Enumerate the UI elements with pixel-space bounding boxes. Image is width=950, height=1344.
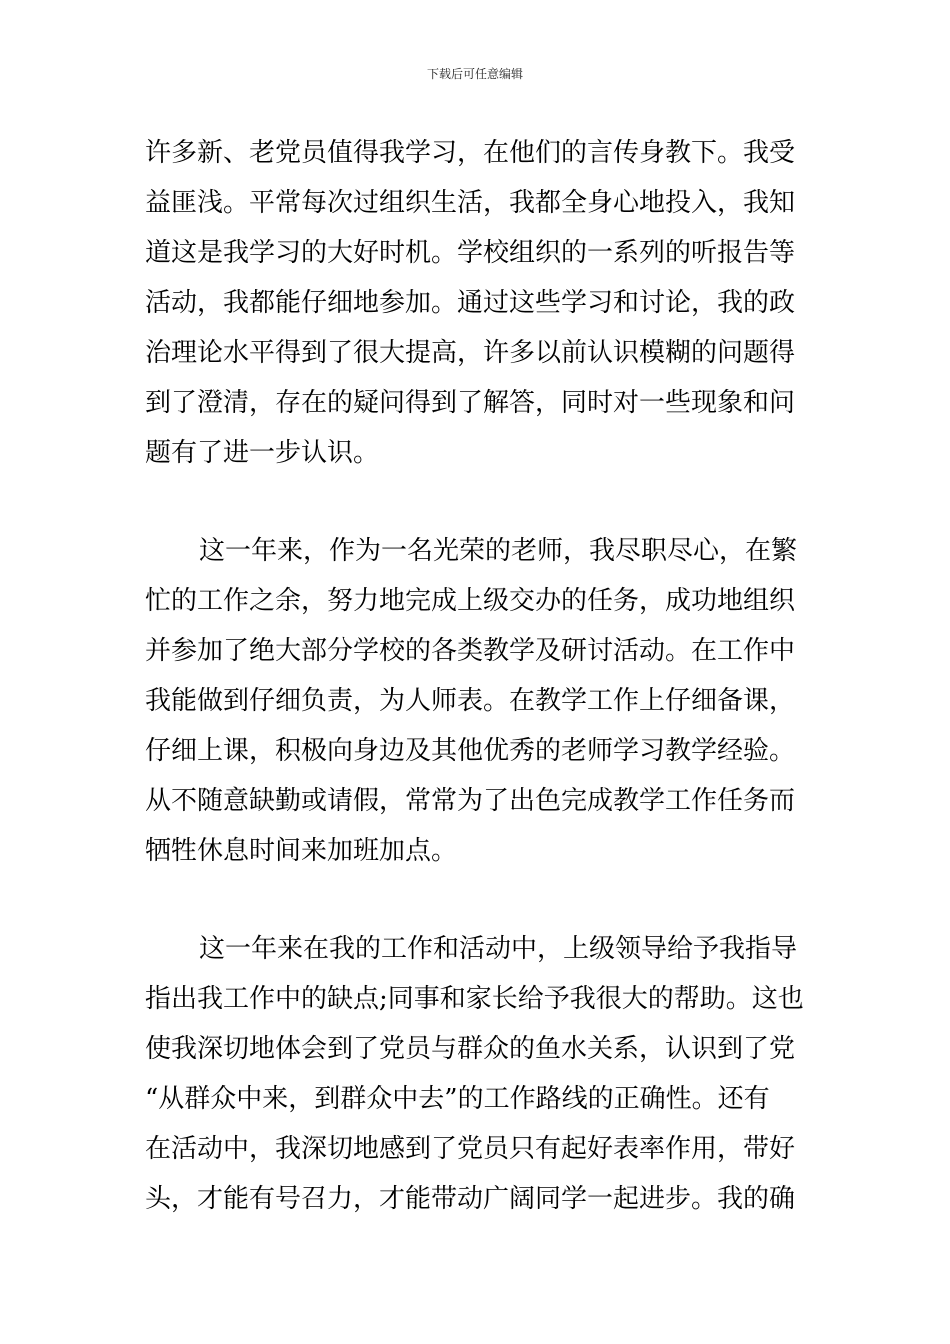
paragraph-line: 并参加了绝大部分学校的各类教学及研讨活动。在工作中 (145, 636, 796, 666)
paragraph-line: 这一年来在我的工作和活动中，上级领导给予我指导 (199, 934, 798, 964)
paragraph-2 (145, 526, 815, 876)
paragraph-line: 道这是我学习的大好时机。学校组织的一系列的听报告等 (145, 238, 796, 268)
paragraph-line: 我能做到仔细负责，为人师表。在教学工作上仔细备课， (145, 686, 796, 716)
paragraph-line: 从不随意缺勤或请假，常常为了出色完成教学工作任务而 (145, 786, 796, 816)
paragraph-line: 在活动中，我深切地感到了党员只有起好表率作用，带好 (145, 1134, 796, 1164)
paragraph-3 (145, 924, 815, 1224)
paragraph-line: 活动，我都能仔细地参加。通过这些学习和讨论，我的政 (145, 288, 796, 318)
paragraph-line: 益匪浅。平常每次过组织生活，我都全身心地投入，我知 (145, 188, 796, 218)
paragraph-gap (145, 876, 815, 924)
paragraph-line: 忙的工作之余，努力地完成上级交办的任务，成功地组织 (145, 586, 796, 616)
paragraph-line: 仔细上课，积极向身边及其他优秀的老师学习教学经验。 (145, 736, 796, 766)
paragraph-line: 到了澄清，存在的疑问得到了解答，同时对一些现象和问 (145, 388, 796, 418)
paragraph-line: 头，才能有号召力，才能带动广阔同学一起进步。我的确 (145, 1184, 796, 1214)
paragraph-line: 这一年来，作为一名光荣的老师，我尽职尽心，在繁 (199, 536, 798, 566)
paragraph-line: 治理论水平得到了很大提高，许多以前认识模糊的问题得 (145, 338, 796, 368)
header-note: 下载后可任意编辑 (426, 67, 523, 81)
paragraph-line: 指出我工作中的缺点;同事和家长给予我很大的帮助。这也 (145, 984, 804, 1014)
document-body (145, 128, 815, 1224)
paragraph-gap (145, 478, 815, 526)
paragraph-1 (145, 128, 815, 478)
paragraph-line: 题有了进一步认识。 (145, 438, 380, 468)
paragraph-line: 使我深切地体会到了党员与群众的鱼水关系，认识到了党 (145, 1034, 796, 1064)
paragraph-line: 牺牲休息时间来加班加点。 (145, 836, 458, 866)
paragraph-line: “从群众中来，到群众中去”的工作路线的正确性。还有 (145, 1084, 770, 1114)
paragraph-line: 许多新、老党员值得我学习，在他们的言传身教下。我受 (145, 138, 796, 168)
